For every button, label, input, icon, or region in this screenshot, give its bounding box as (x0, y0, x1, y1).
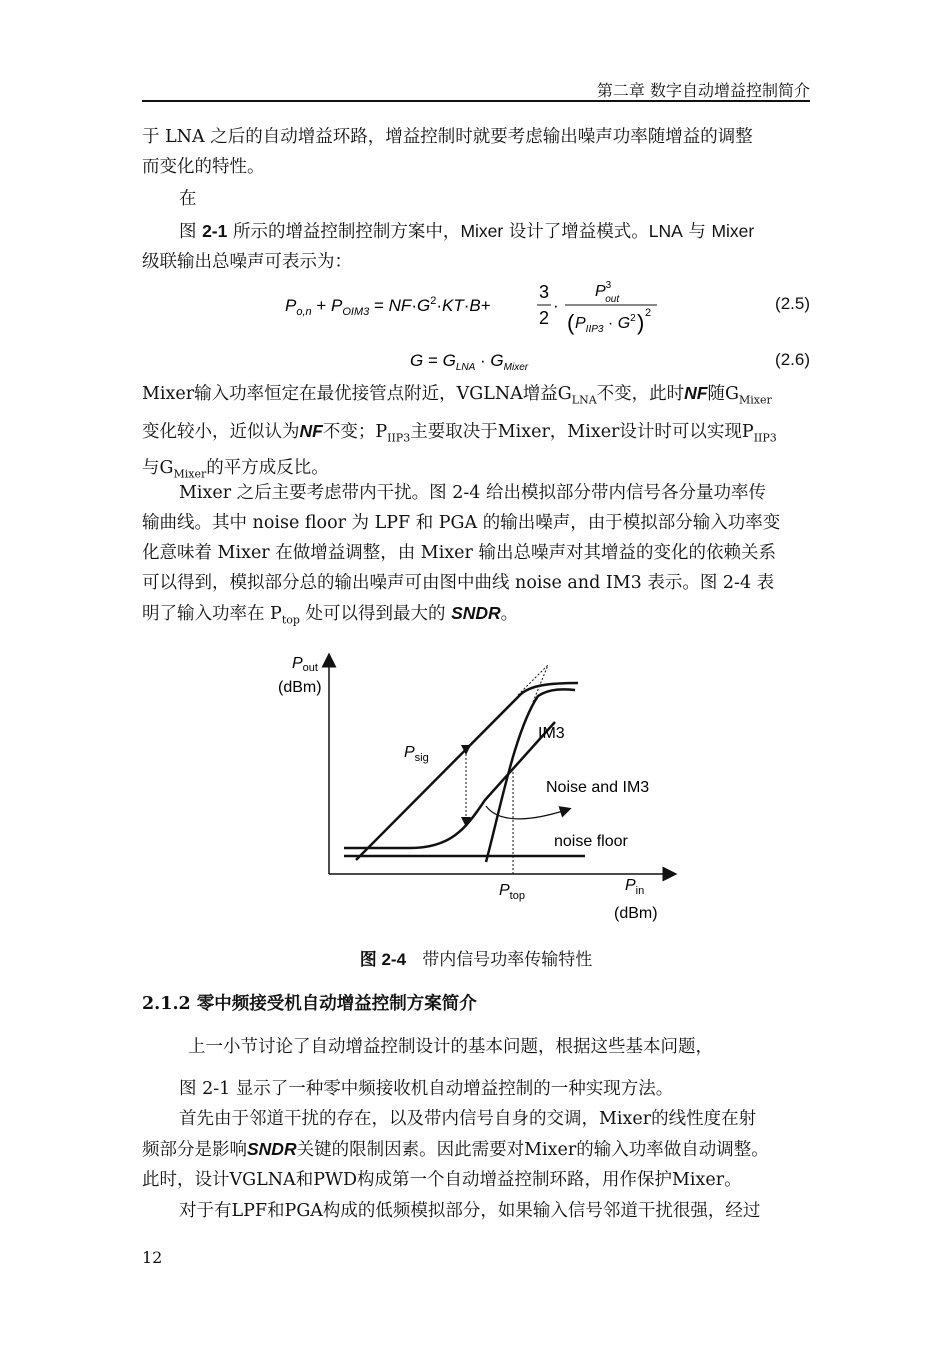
paragraph-8 (142, 1104, 812, 1195)
caption-text: 带内信号功率传输特性 (422, 950, 593, 970)
text-run: Mixer (460, 221, 504, 241)
text-run: SNDR (451, 603, 501, 623)
equation-2-5 (285, 278, 665, 348)
text-run: 明了输入功率在 P (142, 604, 282, 624)
section-title: 2.1.2 零中频接受机自动增益控制方案简介 (142, 994, 477, 1014)
text-line: 可以得到，模拟部分总的输出噪声可由图中曲线 noise and IM3 表示。图 2-4 表 (142, 573, 775, 593)
text-run: 的平方成反比。 (206, 458, 329, 478)
caption-label: 图 2-4 (359, 950, 407, 969)
noise-im3-label: Noise and IM3 (546, 779, 650, 796)
psig-curve (356, 683, 578, 860)
svg-text:2: 2 (645, 307, 652, 319)
paragraph-2 (142, 184, 812, 214)
text-run: 关键的限制因素。因此需要对Mixer的输入功率做自动调整。 (296, 1140, 769, 1160)
x-axis-label: $P_{in}$ (625, 877, 645, 897)
text-line: 级联输出总噪声可表示为： (142, 252, 352, 272)
text-line: 图 2-1 显示了一种零中频接收机自动增益控制的一种实现方法。 (179, 1079, 674, 1099)
text-run: 与G (142, 458, 174, 478)
svg-text:G = GLNA · GMixer: $G = G_{LNA} \cdot G_{Mixer}$ (410, 351, 529, 373)
page-header (142, 68, 810, 102)
paragraph-7 (142, 1074, 812, 1104)
svg-text:P3out: $P^3$ out (595, 280, 620, 305)
svg-text:PIIP3 · G2: $P_{IIP3} \cdot G^2$ (575, 313, 636, 335)
text-run: Mixer (711, 221, 755, 241)
y-axis-label: Pout (292, 655, 318, 674)
text-line: 化意味着 Mixer 在做增益调整，由 Mixer 输出总噪声对其增益的变化的依赖关系 (142, 543, 776, 563)
x-axis-unit: (dBm) (614, 905, 658, 922)
text-run: 不变；P (322, 421, 388, 442)
text-run: 随G (707, 384, 739, 404)
noise-floor-label: noise floor (554, 833, 628, 850)
text-run: 设计了增益模式。 (503, 222, 649, 242)
text-line: 首先由于邻道干扰的存在，以及带内信号自身的交调，Mixer的线性度在射 (179, 1109, 757, 1129)
text-line: Mixer 之后主要考虑带内干扰。图 2-4 给出模拟部分带内信号各分量功率传 (179, 483, 766, 503)
header-title: 第二章 数字自动增益控制简介 (596, 81, 810, 100)
text-run: SNDR (247, 1139, 297, 1159)
equation-2-5-svg (285, 278, 665, 348)
text-line: 对于有LPF和PGA构成的低频模拟部分，如果输入信号邻道干扰很强，经过 (179, 1201, 761, 1221)
figure-ref: 2-1 (202, 221, 228, 241)
figure-caption (0, 945, 952, 970)
text-line: 于 LNA 之后的自动增益环路，增益控制时就要考虑输出噪声功率随增益的调整 (142, 127, 753, 147)
text-run: NF (299, 420, 323, 441)
noise-im3-curve (344, 722, 555, 848)
paragraph-9 (142, 1196, 812, 1226)
text-run: 变化较小，近似认为 (142, 421, 300, 442)
svg-text:(: ( (567, 310, 575, 335)
text-run: 。 (500, 604, 519, 624)
ptop-label: $P_{top}$ (499, 882, 525, 902)
figure-2-4-svg (270, 650, 690, 930)
text-run: 处可以得到最大的 (299, 604, 452, 624)
svg-text:3: 3 (539, 282, 550, 302)
text-line: 在 (179, 189, 197, 209)
text-run: 不变，此时 (596, 384, 685, 404)
subscript: IIP3 (753, 431, 777, 444)
svg-text:·: · (553, 296, 559, 315)
figure-2-4 (270, 650, 690, 930)
psig-label: $P_{sig}$ (404, 744, 429, 764)
im3-label: IM3 (538, 725, 565, 742)
svg-text:): ) (637, 310, 645, 335)
text-run: 所示的增益控制控制方案中， (227, 222, 461, 242)
text-line: 此时，设计VGLNA和PWD构成第一个自动增益控制环路，用作保护Mixer。 (142, 1170, 742, 1190)
subscript: IIP3 (387, 431, 411, 444)
text-run: 与 (682, 222, 712, 242)
page-number: 12 (142, 1248, 163, 1267)
text-line: 输曲线。其中 noise floor 为 LPF 和 PGA 的输出噪声，由于模拟部分输入功率变 (142, 513, 781, 533)
paragraph-6 (142, 1032, 812, 1062)
svg-text:Po,n + POIM3 = NF·G2·KT·B+: $P_{o,n} + P_{OIM3} = NF\cdot G^2\cdot KT\cdot B+$ (285, 295, 491, 318)
subscript: Mixer (173, 467, 207, 481)
paragraph-3 (142, 216, 812, 277)
text-line: 上一小节讨论了自动增益控制设计的基本问题，根据这些基本问题， (188, 1037, 713, 1057)
equation-2-6 (410, 346, 570, 381)
text-run: LNA (648, 221, 683, 241)
equation-number: (2.6) (775, 350, 810, 369)
text-run: Mixer输入功率恒定在最优接管点附近，VGLNA增益G (142, 384, 572, 404)
text-run: 频部分是影响 (142, 1140, 247, 1160)
paragraph-1 (142, 122, 812, 182)
subscript: Mixer (738, 393, 772, 407)
psig-extension (518, 665, 548, 695)
svg-text:2: 2 (539, 308, 550, 328)
paragraph-5 (142, 478, 812, 636)
equation-2-6-svg (410, 346, 570, 376)
text-run: NF (684, 383, 708, 403)
equation-number: (2.5) (775, 294, 810, 313)
subscript: LNA (571, 393, 597, 407)
y-axis-unit: (dBm) (278, 679, 322, 696)
text-run: 主要取决于Mixer，Mixer设计时可以实现P (410, 421, 754, 442)
subscript: top (281, 613, 300, 627)
paragraph-4 (142, 378, 812, 490)
text-run: 图 (179, 222, 203, 242)
text-line: 而变化的特性。 (142, 157, 265, 177)
